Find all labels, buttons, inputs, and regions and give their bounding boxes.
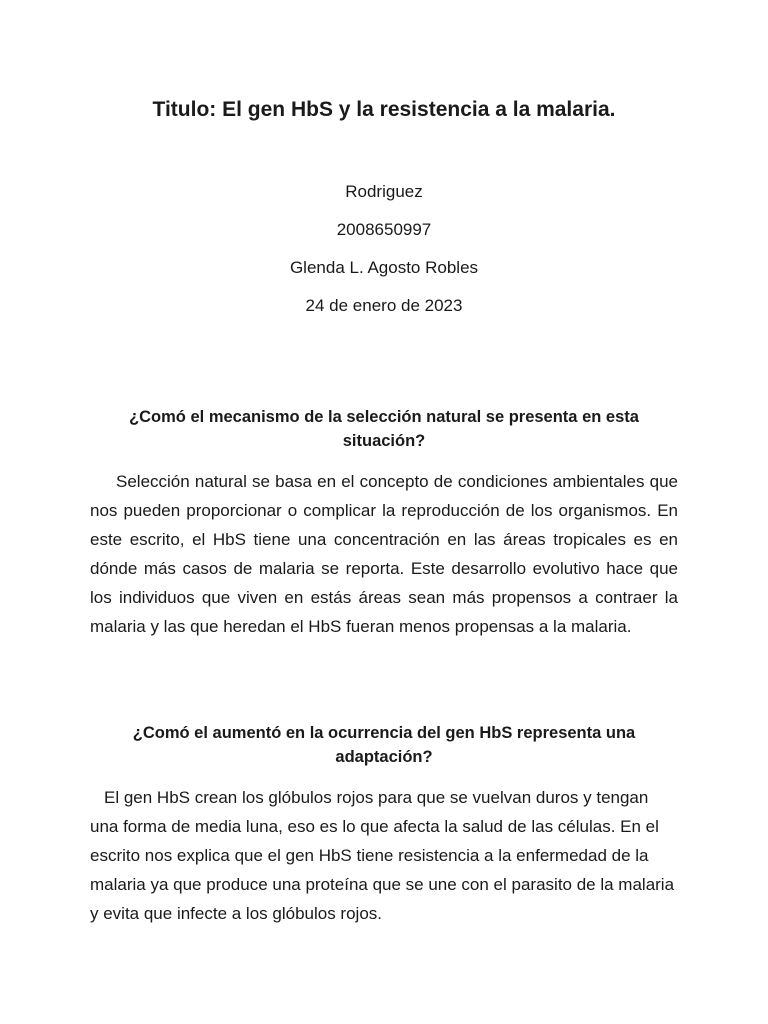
section-heading-adaptation: ¿Comó el aumentó en la ocurrencia del gen HbS representa una adaptación?	[132, 724, 636, 766]
document-date: 24 de enero de 2023	[305, 296, 463, 315]
student-id: 2008650997	[336, 220, 432, 239]
document-title: Titulo: El gen HbS y la resistencia a la malaria.	[152, 98, 616, 121]
instructor-name: Glenda L. Agosto Robles	[289, 258, 479, 277]
section-body-natural-selection: Selección natural se basa en el concepto de condiciones ambientales que nos pueden proporcionar o complicar la reproducción de los organismos. En este escrito, el HbS tiene una concentración en las áreas tropicales es en dónde más casos de malaria se reporta. Este desarrollo evolutivo hace que los individuos que viven en estás áreas sean más propensos a contraer la malaria y las que heredan el HbS fueran menos propensas a la malaria.	[90, 472, 678, 636]
section-heading-natural-selection: ¿Comó el mecanismo de la selección natural se presenta en esta situación?	[129, 408, 639, 450]
author-surname: Rodriguez	[345, 182, 423, 201]
section-body-adaptation: El gen HbS crean los glóbulos rojos para que se vuelvan duros y tengan una forma de media luna, eso es lo que afecta la salud de las células. En el escrito nos explica que el gen HbS tiene resistencia a la enfermedad de la malaria ya que produce una proteína que se une con el parasito de la malaria y evita que infecte a los glóbulos rojos.	[90, 788, 675, 923]
